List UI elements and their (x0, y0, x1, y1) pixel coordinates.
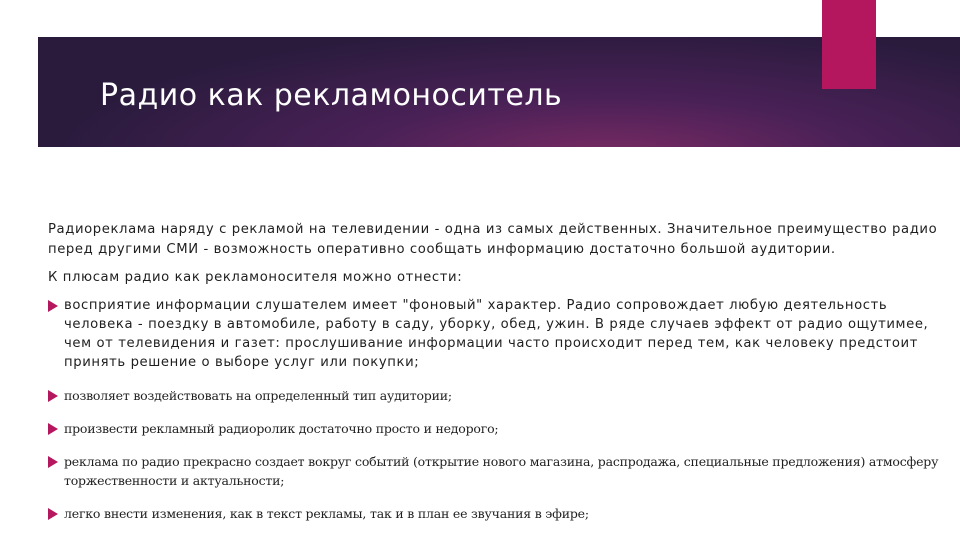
intro-paragraph: Радиореклама наряду с рекламой на телевидении - одна из самых действенных. Значительное преимущество радио перед другими СМИ - возможность оперативно сообщать информацию достаточно большой аудитории. (48, 222, 938, 257)
accent-tab (822, 0, 876, 89)
triangle-right-icon (48, 423, 58, 435)
bullet-text: восприятие информации слушателем имеет "фоновый" характер. Радио сопровождает любую деятельность человека - поездку в автомобиле, работу в саду, уборку, обед, ужин. В ряде случаев эффект от радио ощутимее, чем от телевидения и газет: прослушивание информации часто происходит перед тем, как человеку предстоит принять решение о выборе услуг или покупки; (64, 298, 929, 370)
slide-content (48, 220, 943, 537)
slide-title: Радио как рекламоноситель (100, 78, 563, 113)
bullet-item (48, 296, 943, 372)
bullet-item (48, 419, 943, 438)
bullet-text: легко внести изменения, как в текст рекламы, так и в план ее звучания в эфире; (64, 506, 589, 521)
bullet-item (48, 386, 943, 405)
triangle-right-icon (48, 300, 58, 312)
triangle-right-icon (48, 456, 58, 468)
bullet-text: реклама по радио прекрасно создает вокруг событий (открытие нового магазина, распродажа, специальные предложения) атмосферу торжественности и актуальности; (64, 454, 939, 488)
bullet-list (48, 296, 943, 523)
triangle-right-icon (48, 390, 58, 402)
lead-paragraph: К плюсам радио как рекламоносителя можно отнести: (48, 270, 463, 285)
bullet-text: произвести рекламный радиоролик достаточно просто и недорого; (64, 421, 499, 436)
triangle-right-icon (48, 508, 58, 520)
bullet-item (48, 504, 943, 523)
bullet-item (48, 452, 943, 490)
bullet-text: позволяет воздействовать на определенный тип аудитории; (64, 388, 452, 403)
